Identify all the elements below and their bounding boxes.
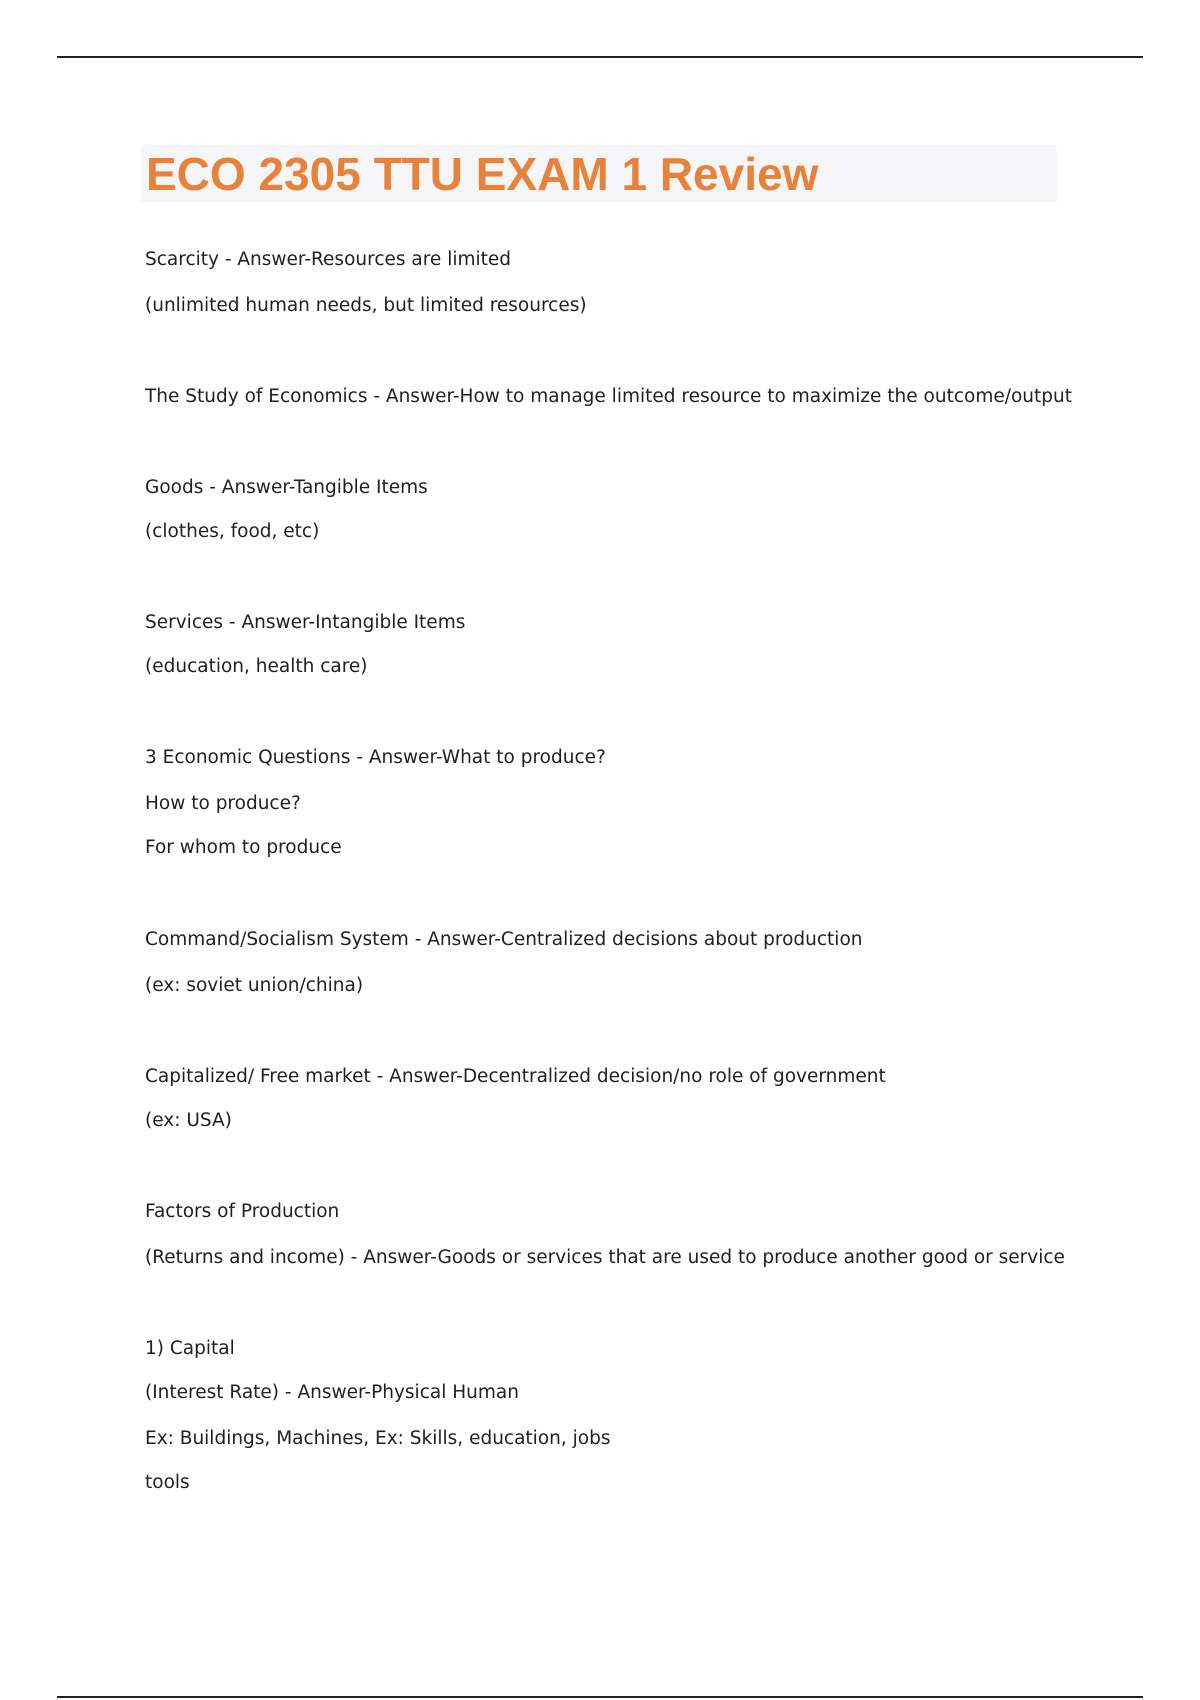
economic-questions-line-2: How to produce? (145, 793, 301, 814)
free-market-detail-line: (ex: USA) (145, 1110, 232, 1131)
capital-tools-line: tools (145, 1472, 190, 1493)
command-system-detail-line: (ex: soviet union/china) (145, 975, 364, 996)
page-title: ECO 2305 TTU EXAM 1 Review (146, 148, 819, 200)
bottom-rule (57, 1696, 1143, 1698)
capital-detail-line: (Interest Rate) - Answer-Physical Human (145, 1382, 519, 1403)
free-market-line: Capitalized/ Free market - Answer-Decentralized decision/no role of government (145, 1066, 886, 1087)
services-detail-line: (education, health care) (145, 656, 368, 677)
goods-line: Goods - Answer-Tangible Items (145, 477, 428, 498)
services-line: Services - Answer-Intangible Items (145, 612, 466, 633)
economic-questions-line: 3 Economic Questions - Answer-What to produce? (145, 747, 606, 768)
study-of-economics-line: The Study of Economics - Answer-How to manage limited resource to maximize the outcome/output (145, 386, 1072, 407)
factors-of-production-detail-line: (Returns and income) - Answer-Goods or services that are used to produce another good or service (145, 1247, 1065, 1268)
economic-questions-line-3: For whom to produce (145, 837, 342, 858)
goods-detail-line: (clothes, food, etc) (145, 521, 320, 542)
capital-examples-line: Ex: Buildings, Machines, Ex: Skills, education, jobs (145, 1428, 611, 1449)
scarcity-line: Scarcity - Answer-Resources are limited (145, 249, 512, 270)
scarcity-detail-line: (unlimited human needs, but limited resources) (145, 295, 587, 316)
capital-line: 1) Capital (145, 1338, 235, 1359)
factors-of-production-line: Factors of Production (145, 1201, 340, 1222)
command-system-line: Command/Socialism System - Answer-Centralized decisions about production (145, 929, 863, 950)
top-rule (57, 56, 1143, 58)
